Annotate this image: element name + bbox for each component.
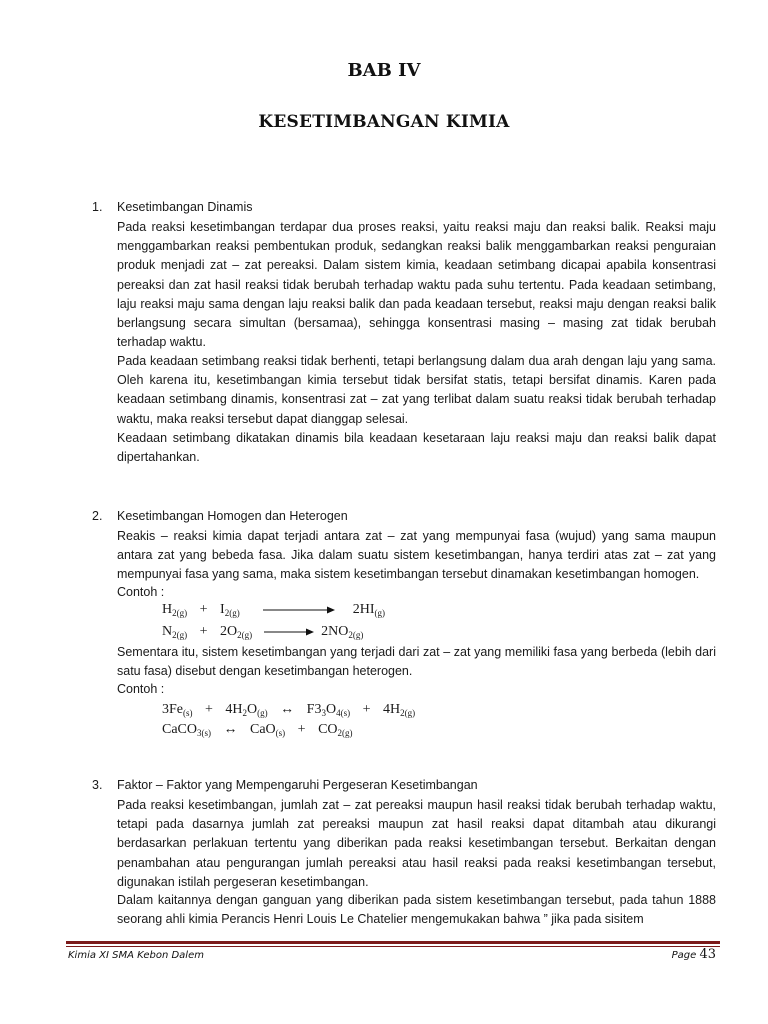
section-1-title: Kesetimbangan Dinamis [117, 200, 253, 214]
contoh-label-1: Contoh : [117, 585, 165, 599]
section-3-paragraph-2: Dalam kaitannya dengan ganguan yang diberikan pada sistem kesetimbangan tersebut, pada tahun 1888 seorang ahli kimia Perancis Henri Louis Le Chatelier mengemukakan bahwa ” jika pada sisitem [117, 893, 716, 927]
footer-rule-thick [66, 941, 720, 944]
footer-school-name: Kimia XI SMA Kebon Dalem [68, 950, 204, 961]
page-label: Page [671, 950, 697, 961]
equation-nitrogen-dioxide: $N_{2(g)} + 2O_{2(g)}$ $2NO_{2(g)}$ [162, 624, 364, 640]
section-3-paragraph-1: Pada reaksi kesetimbangan, jumlah zat – zat pereaksi maupun hasil reaksi tidak berubah terhadap waktu, tetapi pada dasarnya jumlah zat pereaksi maupun zat hasil reaksi dapat ditambah atau dikurangi berdasarkan perlakuan tertentu yang diberikan pada reaksi kesetimbangan tersebut. Berkaitan dengan penambahan atau pengurangan jumlah pereaksi atau hasil reaksi pada reaksi kesetimbangan tersebut, digunakan istilah pergeseran kesetimbangan. [117, 798, 716, 889]
section-2-number: 2. [92, 509, 103, 523]
section-1-paragraph-3: Keadaan setimbang dikatakan dinamis bila keadaan kesetaraan laju reaksi maju dan reaksi balik dapat dipertahankan. [117, 431, 716, 465]
page-number: 43 [699, 947, 716, 962]
section-1-number: 1. [92, 200, 103, 214]
section-3-title: Faktor – Faktor yang Mempengaruhi Pergeseran Kesetimbangan [117, 778, 478, 792]
equation-hydrogen-iodide: $H_{2(g)} + I_{2(g)}$ $2HI_{(g)}$ [162, 602, 385, 618]
section-3-number: 3. [92, 778, 103, 792]
equation-iron-steam: $3Fe_{(s)} + 4H_2O_{(g)}$ ↔ $F3_3O_{4(s)} + 4H_{2(g)}$ [162, 702, 416, 718]
double-arrow-icon: ↔ [223, 722, 238, 737]
section-2-paragraph-1: Reakis – reaksi kimia dapat terjadi antara zat – zat yang mempunyai fasa (wujud) yang sama maupun antara zat yang bebeda fasa. Jika dalam suatu sistem kesetimbangan, hanya terdiri atas zat – zat yang mempunyai fasa yang sama, maka sistem kesetimbangan tersebut dinamakan kesetimbangan homogen. [117, 529, 716, 582]
arrow-right-icon [263, 605, 335, 615]
page-title: KESETIMBANGAN KIMIA [258, 112, 510, 132]
equation-calcium-carbonate: CaCO$_{3(s)}$ ↔ $CaO_{(s)} + CO_{2(g)}$ [162, 722, 353, 738]
arrow-right-icon [264, 627, 314, 637]
double-arrow-icon: ↔ [280, 702, 295, 717]
section-1-paragraph-1: Pada reaksi kesetimbangan terdapar dua proses reaksi, yaitu reaksi maju dan reaksi balik. Reaksi maju menggambarkan reaksi pembentukan produk, sedangkan reaksi balik menggambarkan reaksi penguraian produk menjadi zat – zat pereaksi. Dalam sistem kimia, keadaan setimbang dicapai apabila konsentrasi pereaksi dan zat hasil reaksi tidak berubah terhadap waktu pada suhu tertentu. Pada keadaan setimbang, laju reaksi maju sama dengan laju reaksi balik dan pada keadaan tersebut, reaksi maju dengan reaksi balik berlangsung secara simultan (bersamaa), sehingga konsentrasi masing – masing zat tidak berubah terhadap waktu. [117, 220, 716, 350]
contoh-label-2: Contoh : [117, 682, 165, 696]
section-1-paragraph-2: Pada keadaan setimbang reaksi tidak berhenti, tetapi berlangsung dalam dua arah dengan laju yang sama. Oleh karena itu, kesetimbangan kimia tersebut tidak bersifat statis, tetapi bersifat dinamis. Karen pada keadaan setimbang dinamis, konsentrasi zat – zat yang terlibat dalam suatu reaksi tidak berubah terhadap waktu, maka reaksi tersebut dapat dianggap selesai. [117, 354, 716, 426]
section-2-paragraph-2: Sementara itu, sistem kesetimbangan yang terjadi dari zat – zat yang memiliki fasa yang berbeda (lebih dari satu fasa) disebut dengan kesetimbangan heterogen. [117, 645, 716, 679]
chapter-heading: BAB IV [347, 60, 421, 81]
footer-page-number [672, 947, 716, 962]
footer-rule-thin [66, 946, 720, 947]
section-2-title: Kesetimbangan Homogen dan Heterogen [117, 509, 348, 523]
